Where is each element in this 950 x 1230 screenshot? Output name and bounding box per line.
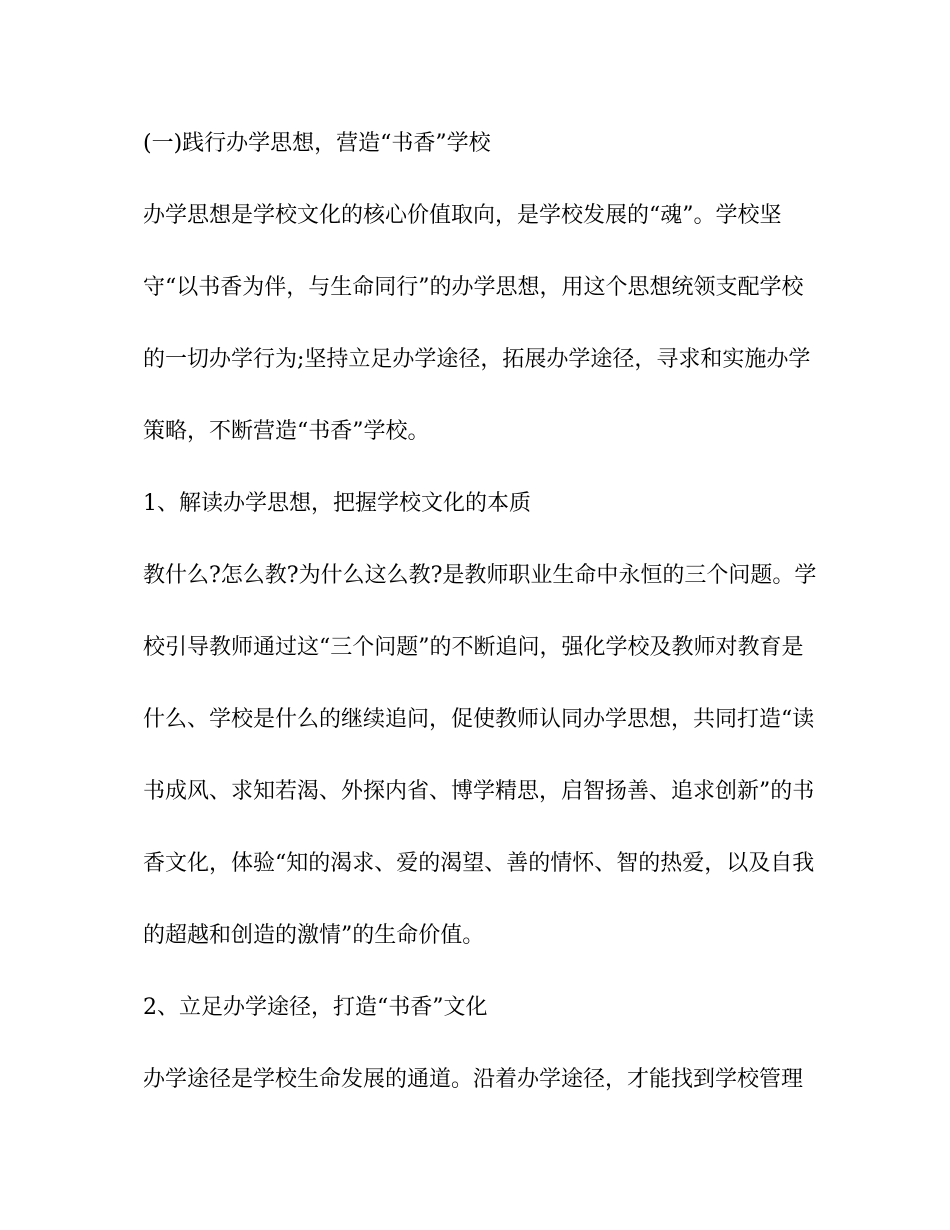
paragraph-line: 什么、学校是什么的继续追问，促使教师认同办学思想，共同打造“读 xyxy=(143,707,815,732)
paragraph-line: 教什么?怎么教?为什么这么教?是教师职业生命中永恒的三个问题。学 xyxy=(143,563,817,588)
paragraph-line: 香文化，体验“知的渴求、爱的渴望、善的情怀、智的热爱，以及自我 xyxy=(143,851,815,876)
paragraph-line: 的超越和创造的激情”的生命价值。 xyxy=(143,923,485,948)
subsection-heading: 1、解读办学思想，把握学校文化的本质 xyxy=(143,491,531,516)
paragraph-line: 书成风、求知若渴、外探内省、博学精思，启智扬善、追求创新”的书 xyxy=(143,779,815,804)
subsection-heading: 2、立足办学途径，打造“书香”文化 xyxy=(143,995,488,1020)
paragraph-line: 校引导教师通过这“三个问题”的不断追问，强化学校及教师对教育是 xyxy=(143,635,804,660)
paragraph-line: 办学思想是学校文化的核心价值取向，是学校发展的“魂”。学校坚 xyxy=(143,203,782,228)
paragraph-line: 守“以书香为伴，与生命同行”的办学思想，用这个思想统领支配学校 xyxy=(143,275,804,300)
paragraph-line: 策略，不断营造“书香”学校。 xyxy=(143,419,430,444)
paragraph-line: 办学途径是学校生命发展的通道。沿着办学途径，才能找到学校管理 xyxy=(143,1067,804,1092)
paragraph-line: 的一切办学行为;坚持立足办学途径，拓展办学途径，寻求和实施办学 xyxy=(143,347,811,372)
section-heading: (一)践行办学思想，营造“书香”学校 xyxy=(143,131,491,156)
